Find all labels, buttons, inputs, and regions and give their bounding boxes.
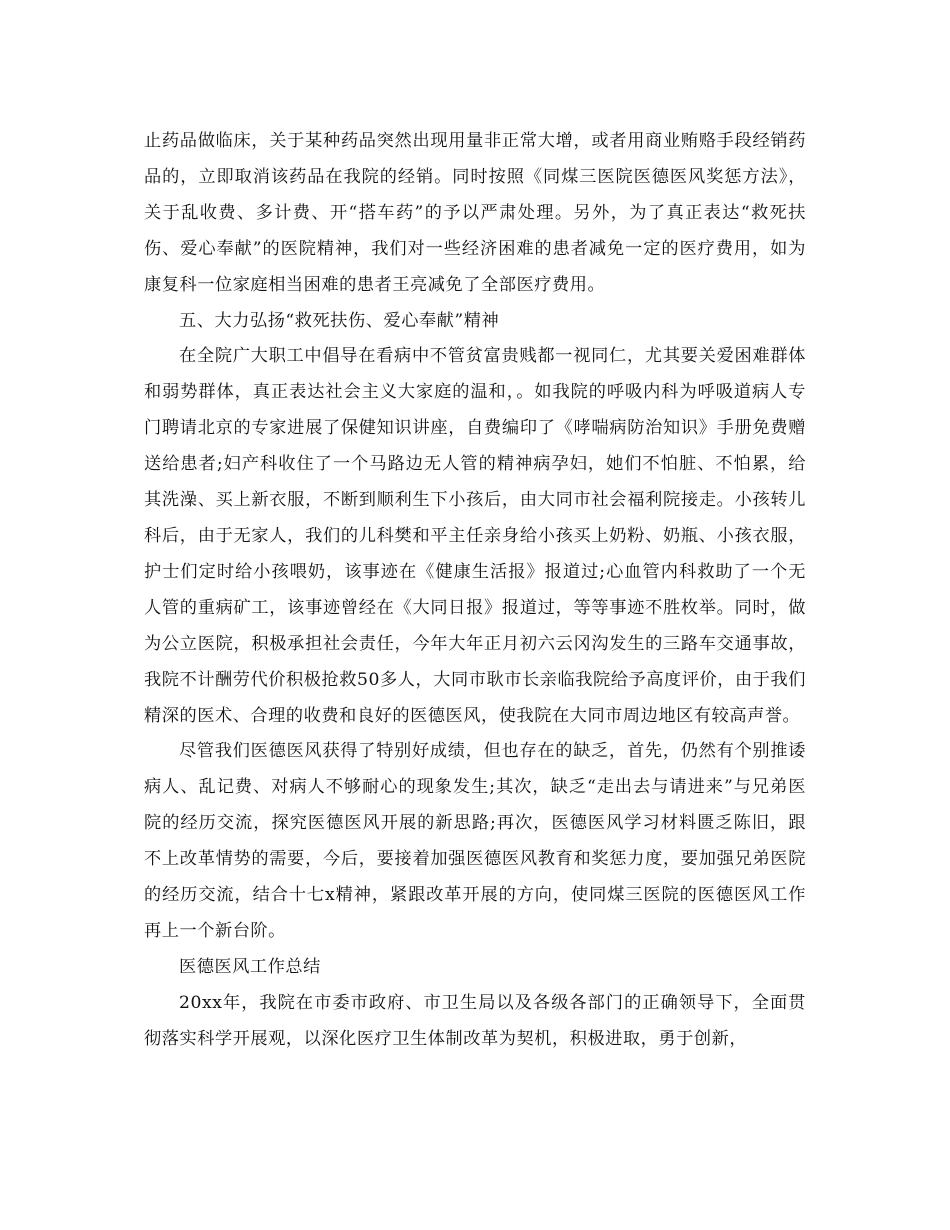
document-page	[144, 124, 806, 1058]
section-heading-work-summary: 医德医风工作总结	[179, 956, 321, 977]
section-heading-five: 五、大力弘扬“救死扶伤、爱心奉献”精神	[179, 310, 500, 331]
paragraph-care-for-vulnerable-groups: 在全院广大职工中倡导在看病中不管贫富贵贱都一视同仁，尤其要关爱困难群体和弱势群体，真正表达社会主义大家庭的温和，。如我院的呼吸内科为呼吸道病人专门聘请北京的专家进展了保健知识讲座，自费编印了《哮喘病防治知识》手册免费赠送给患者;妇产科收住了一个马路边无人管的精神病孕妇，她们不怕脏、不怕累，给其洗澡、买上新衣服，不断到顺利生下小孩后，由大同市社会福利院接走。小孩转儿科后，由于无家人，我们的儿科樊和平主任亲身给小孩买上奶粉、奶瓶、小孩衣服，护士们定时给小孩喂奶，该事迹在《健康生活报》报道过;心血管内科救助了一个无人管的重病矿工，该事迹曾经在《大同日报》报道过，等等事迹不胜枚举。同时，做为公立医院，积极承担社会责任，今年大年正月初六云冈沟发生的三路车交通事故，我院不计酬劳代价积极抢救50多人，大同市耿市长亲临我院给予高度评价，由于我们精深的医术、合理的收费和良好的医德医风，使我院在大同市周边地区有较高声誉。	[144, 346, 806, 726]
paragraph-drug-management-continuation: 止药品做临床，关于某种药品突然出现用量非正常大增，或者用商业贿赂手段经销药品的，立即取消该药品在我院的经销。同时按照《同煤三医院医德医风奖惩方法》，关于乱收费、多计费、开“搭车药”的予以严肃处理。另外，为了真正表达“救死扶伤、爱心奉献”的医院精神，我们对一些经济困难的患者减免一定的医疗费用，如为康复科一位家庭相当困难的患者王亮减免了全部医疗费用。	[144, 131, 806, 295]
paragraph-summary-intro: 20xx年，我院在市委市政府、市卫生局以及各级各部门的正确领导下，全面贯彻落实科学开展观，以深化医疗卫生体制改革为契机，积极进取，勇于创新，	[144, 992, 806, 1049]
paragraph-shortcomings-and-plans: 尽管我们医德医风获得了特别好成绩，但也存在的缺乏，首先，仍然有个别推诿病人、乱记费、对病人不够耐心的现象发生;其次，缺乏“走出去与请进来”与兄弟医院的经历交流，探究医德医风开展的新思路;再次，医德医风学习材料匮乏陈旧，跟不上改革情势的需要，今后，要接着加强医德医风教育和奖惩力度，要加强兄弟医院的经历交流，结合十七x精神，紧跟改革开展的方向，使同煤三医院的医德医风工作再上一个新台阶。	[144, 741, 806, 941]
